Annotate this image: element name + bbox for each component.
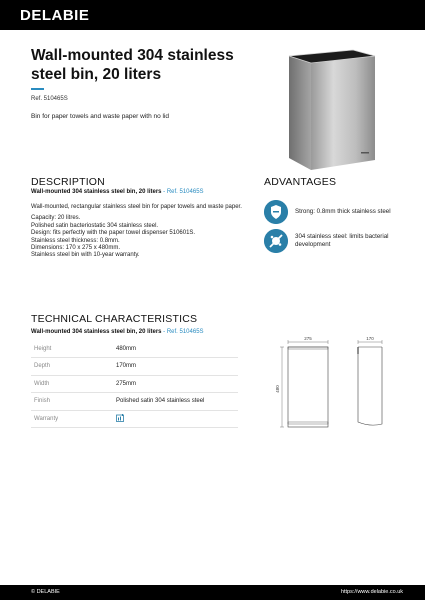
shield-thickness-icon: [264, 200, 288, 224]
description-line: Polished satin bacteriostatic 304 stainless steel.: [31, 222, 159, 229]
description-line: Capacity: 20 litres.: [31, 215, 81, 222]
product-ref: Ref. 510465S: [31, 96, 68, 102]
technical-subtitle-text: Wall-mounted 304 stainless steel bin, 20 liters: [31, 329, 162, 335]
row-value: Polished satin 304 stainless steel: [116, 393, 238, 411]
description-line: Stainless steel thickness: 0.8mm.: [31, 237, 120, 244]
drawing-width-label: 275: [304, 336, 312, 341]
advantages-heading: ADVANTAGES: [264, 176, 337, 188]
drawing-depth-label: 170: [366, 336, 374, 341]
technical-table: [31, 340, 238, 428]
technical-ref-link[interactable]: - Ref. 510465S: [163, 329, 204, 335]
top-bar: [0, 0, 425, 30]
technical-subtitle: [31, 329, 204, 335]
title-underline: [31, 88, 44, 90]
description-body: [31, 204, 246, 260]
row-key: Height: [31, 340, 116, 358]
advantage-text: 304 stainless steel: limits bacterial development: [295, 233, 389, 249]
description-line: Design: fits perfectly with the paper towel dispenser 510601S.: [31, 230, 196, 237]
product-title: Wall-mounted 304 stainless steel bin, 20 liters: [31, 47, 234, 83]
technical-drawing: [270, 334, 405, 434]
product-image: [283, 46, 378, 174]
product-summary: Bin for paper towels and waste paper with no lid: [31, 113, 170, 120]
footer-copyright: © DELABIE: [31, 589, 60, 595]
row-value: 170mm: [116, 358, 238, 376]
footer-bar: [0, 585, 425, 600]
advantage-text: Strong: 0.8mm thick stainless steel: [295, 208, 391, 215]
technical-heading: TECHNICAL CHARACTERISTICS: [31, 313, 198, 325]
row-key: Warranty: [31, 410, 116, 428]
footer-url-link[interactable]: https://www.delabie.co.uk: [340, 589, 403, 595]
description-line: Dimensions: 170 x 275 x 480mm.: [31, 245, 121, 252]
description-line: Wall-mounted, rectangular stainless steel bin for paper towels and waste paper.: [31, 204, 242, 210]
table-row: [31, 340, 238, 358]
description-subtitle: [31, 189, 204, 195]
warranty-icon: [116, 414, 124, 422]
no-bacteria-icon: [264, 229, 288, 253]
row-value: 480mm: [116, 340, 238, 358]
table-row: [31, 375, 238, 393]
description-heading: DESCRIPTION: [31, 176, 105, 188]
table-row: [31, 393, 238, 411]
row-key: Finish: [31, 393, 116, 411]
drawing-height-label: 480: [275, 385, 280, 393]
brand-logo: DELABIE: [20, 7, 90, 24]
advantage-item: [264, 229, 404, 255]
advantage-item: [264, 200, 404, 226]
row-key: Depth: [31, 358, 116, 376]
row-value: [116, 410, 238, 428]
description-line: Stainless steel bin with 10-year warranty.: [31, 252, 140, 259]
description-subtitle-text: Wall-mounted 304 stainless steel bin, 20 liters: [31, 189, 162, 195]
table-row: [31, 358, 238, 376]
description-ref-link[interactable]: - Ref. 510465S: [163, 189, 204, 195]
row-value: 275mm: [116, 375, 238, 393]
table-row: [31, 410, 238, 428]
row-key: Width: [31, 375, 116, 393]
